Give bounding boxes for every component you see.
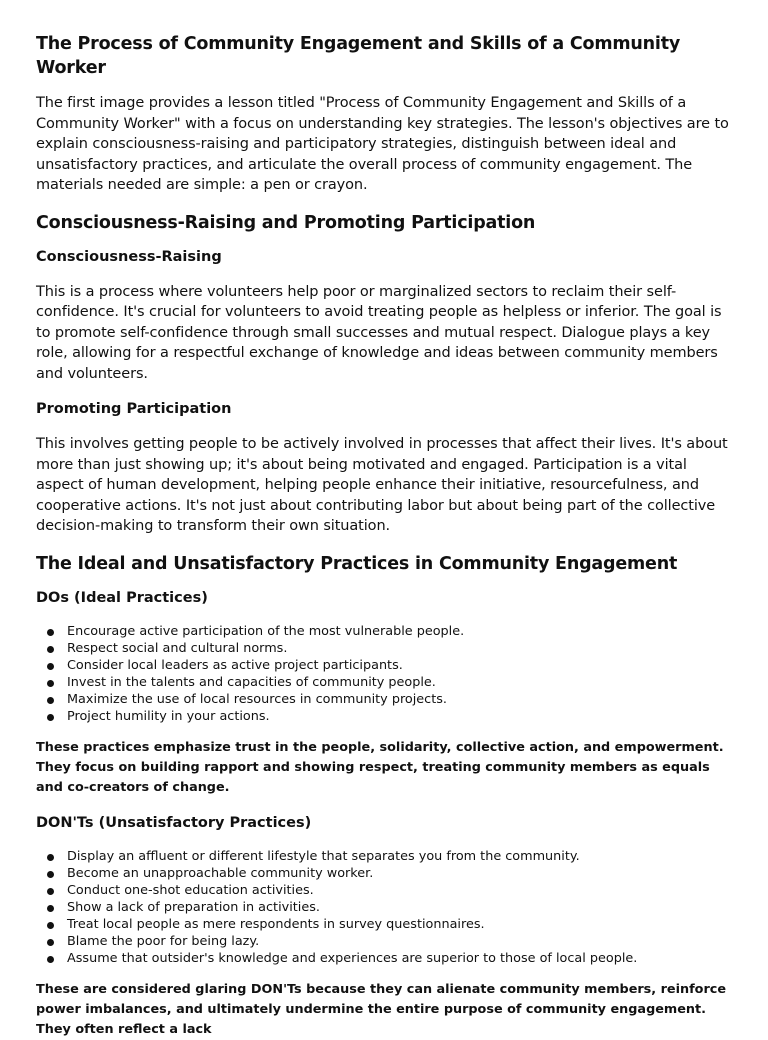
- bullet-icon: [47, 939, 54, 946]
- intro-paragraph: The first image provides a lesson titled "Process of Community Engagement and Skills of a Community Worker" with a focus on understanding key strategies. The lesson's objectives are to explain consciousness-raising and participatory strategies, distinguish between ideal and unsatisfactory practices, and articulate the overall process of community engagement. The materials needed are simple: a pen or crayon.: [36, 95, 729, 193]
- list-item: [36, 933, 736, 950]
- bullet-icon: [47, 871, 54, 878]
- subheading-promoting-participation: Promoting Participation: [36, 401, 232, 417]
- promoting-participation-paragraph: This involves getting people to be actively involved in processes that affect their lives. It's about more than just showing up; it's about being motivated and engaged. Participation is a vital aspect of human development, helping people enhance their initiative, resourcefulness, and cooperative actions. It's not just about contributing labor but about being part of the collective decision-making to transform their own situation.: [36, 436, 728, 534]
- bullet-icon: [47, 663, 54, 670]
- bullet-icon: [47, 905, 54, 912]
- list-item: [36, 882, 736, 899]
- list-item-text: Show a lack of preparation in activities.: [67, 899, 320, 915]
- list-item: [36, 848, 736, 865]
- list-item-text: Encourage active participation of the most vulnerable people.: [67, 623, 465, 639]
- page-title: The Process of Community Engagement and Skills of a Community Worker: [36, 34, 681, 78]
- list-item: [36, 899, 736, 916]
- bullet-icon: [47, 629, 54, 636]
- list-item: [36, 623, 736, 640]
- list-item: [36, 640, 736, 657]
- bullet-icon: [47, 646, 54, 653]
- list-item-text: Respect social and cultural norms.: [67, 640, 288, 656]
- list-item-text: Assume that outsider's knowledge and experiences are superior to those of local people.: [67, 950, 638, 966]
- subheading-donts: DON'Ts (Unsatisfactory Practices): [36, 814, 312, 831]
- bullet-icon: [47, 680, 54, 687]
- bullet-icon: [47, 956, 54, 963]
- dos-summary-note: These practices emphasize trust in the people, solidarity, collective action, and empowerment. They focus on building rapport and showing respect, treating community members as equals and co-creators of change.: [36, 739, 724, 795]
- list-item-text: Consider local leaders as active project participants.: [67, 657, 403, 673]
- subheading-consciousness-raising: Consciousness-Raising: [36, 248, 222, 265]
- list-item-text: Become an unapproachable community worker.: [67, 865, 374, 881]
- list-item: [36, 657, 736, 674]
- list-item: [36, 916, 736, 933]
- bullet-icon: [47, 714, 54, 721]
- bullet-icon: [47, 697, 54, 704]
- list-item-text: Invest in the talents and capacities of community people.: [67, 674, 436, 690]
- list-item: [36, 674, 736, 691]
- bullet-icon: [47, 854, 54, 861]
- list-item-text: Display an affluent or different lifestyle that separates you from the community.: [67, 848, 580, 864]
- donts-list: [36, 848, 736, 967]
- list-item: [36, 865, 736, 882]
- bullet-icon: [47, 888, 54, 895]
- list-item: [36, 691, 736, 708]
- list-item-text: Project humility in your actions.: [67, 708, 270, 724]
- bullet-icon: [47, 922, 54, 929]
- donts-summary-note: These are considered glaring DON'Ts because they can alienate community members, reinforce power imbalances, and ultimately undermine the entire purpose of community engagement. They often reflect a lack: [36, 981, 727, 1037]
- list-item-text: Blame the poor for being lazy.: [67, 933, 260, 949]
- subheading-dos: DOs (Ideal Practices): [36, 589, 208, 606]
- section-heading-practices: The Ideal and Unsatisfactory Practices in Community Engagement: [36, 553, 678, 574]
- dos-list: [36, 623, 736, 725]
- list-item-text: Treat local people as mere respondents in survey questionnaires.: [67, 916, 485, 932]
- list-item: [36, 950, 736, 967]
- list-item-text: Conduct one-shot education activities.: [67, 882, 314, 898]
- list-item-text: Maximize the use of local resources in community projects.: [67, 691, 447, 707]
- list-item: [36, 708, 736, 725]
- section-heading-consciousness-participation: Consciousness-Raising and Promoting Participation: [36, 212, 536, 233]
- consciousness-raising-paragraph: This is a process where volunteers help poor or marginalized sectors to reclaim their self-confidence. It's crucial for volunteers to avoid treating people as helpless or inferior. The goal is to promote self-confidence through small successes and mutual respect. Dialogue plays a key role, allowing for a respectful exchange of knowledge and ideas between community members and volunteers.: [36, 283, 722, 382]
